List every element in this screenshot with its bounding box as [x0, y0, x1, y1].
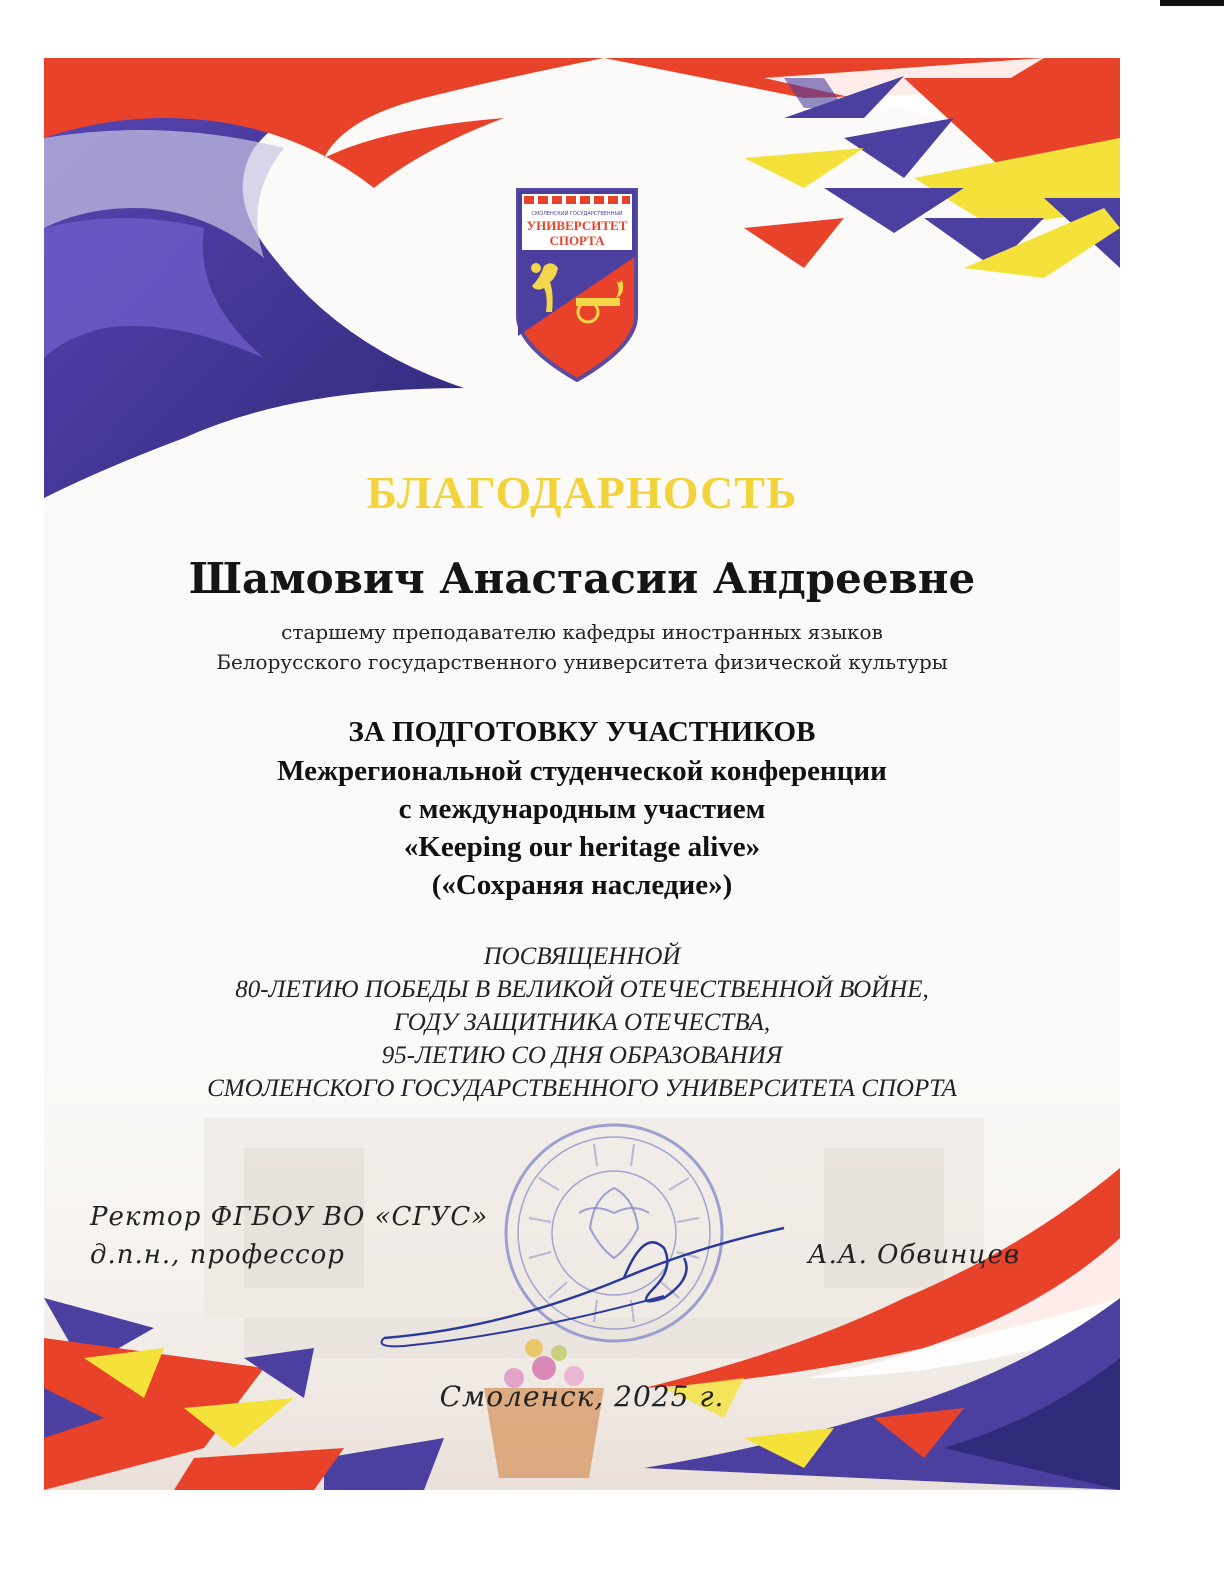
scan-edge-mark [1160, 0, 1224, 6]
reason-line4: «Keeping our heritage alive» [403, 831, 761, 863]
dedication-line2: 80-ЛЕТИЮ ПОБЕДЫ В ВЕЛИКОЙ ОТЕЧЕСТВЕННОЙ ВОЙНЕ, [235, 976, 929, 1003]
svg-text:СПОРТА: СПОРТА [549, 233, 605, 248]
dedication-line3: ГОДУ ЗАЩИТНИКА ОТЕЧЕСТВА, [393, 1009, 771, 1036]
signatory-title-line1: Ректор ФГБОУ ВО «СГУС» [90, 1202, 489, 1232]
reason-line1: ЗА ПОДГОТОВКУ УЧАСТНИКОВ [348, 716, 816, 748]
signatory-name: А.А. Обвинцев [807, 1240, 1020, 1270]
certificate-title: БЛАГОДАРНОСТЬ [366, 467, 798, 518]
signatory-title-line2: д.п.н., профессор [90, 1240, 345, 1270]
recipient-position-line2: Белорусского государственного университета физической культуры [216, 650, 948, 674]
dedication-line1: ПОСВЯЩЕННОЙ [483, 943, 681, 970]
certificate-page [44, 58, 1120, 1490]
svg-text:СМОЛЕНСКИЙ ГОСУДАРСТВЕННЫЙ: СМОЛЕНСКИЙ ГОСУДАРСТВЕННЫЙ [531, 211, 623, 217]
university-crest-logo [514, 186, 640, 382]
dedication-line4: 95-ЛЕТИЮ СО ДНЯ ОБРАЗОВАНИЯ [381, 1042, 783, 1069]
svg-text:УНИВЕРСИТЕТ: УНИВЕРСИТЕТ [526, 218, 628, 233]
recipient-name: Шамович Анастасии Андреевне [188, 554, 976, 603]
dedication-line5: СМОЛЕНСКОГО ГОСУДАРСТВЕННОГО УНИВЕРСИТЕТА СПОРТА [207, 1075, 957, 1102]
reason-line5: («Сохраняя наследие») [431, 869, 733, 901]
recipient-position-line1: старшему преподавателю кафедры иностранных языков [281, 620, 883, 644]
reason-line2: Межрегиональной студенческой конференции [277, 755, 887, 787]
place-and-date: Смоленск, 2025 г. [439, 1380, 725, 1413]
reason-line3: с международным участием [398, 793, 766, 825]
